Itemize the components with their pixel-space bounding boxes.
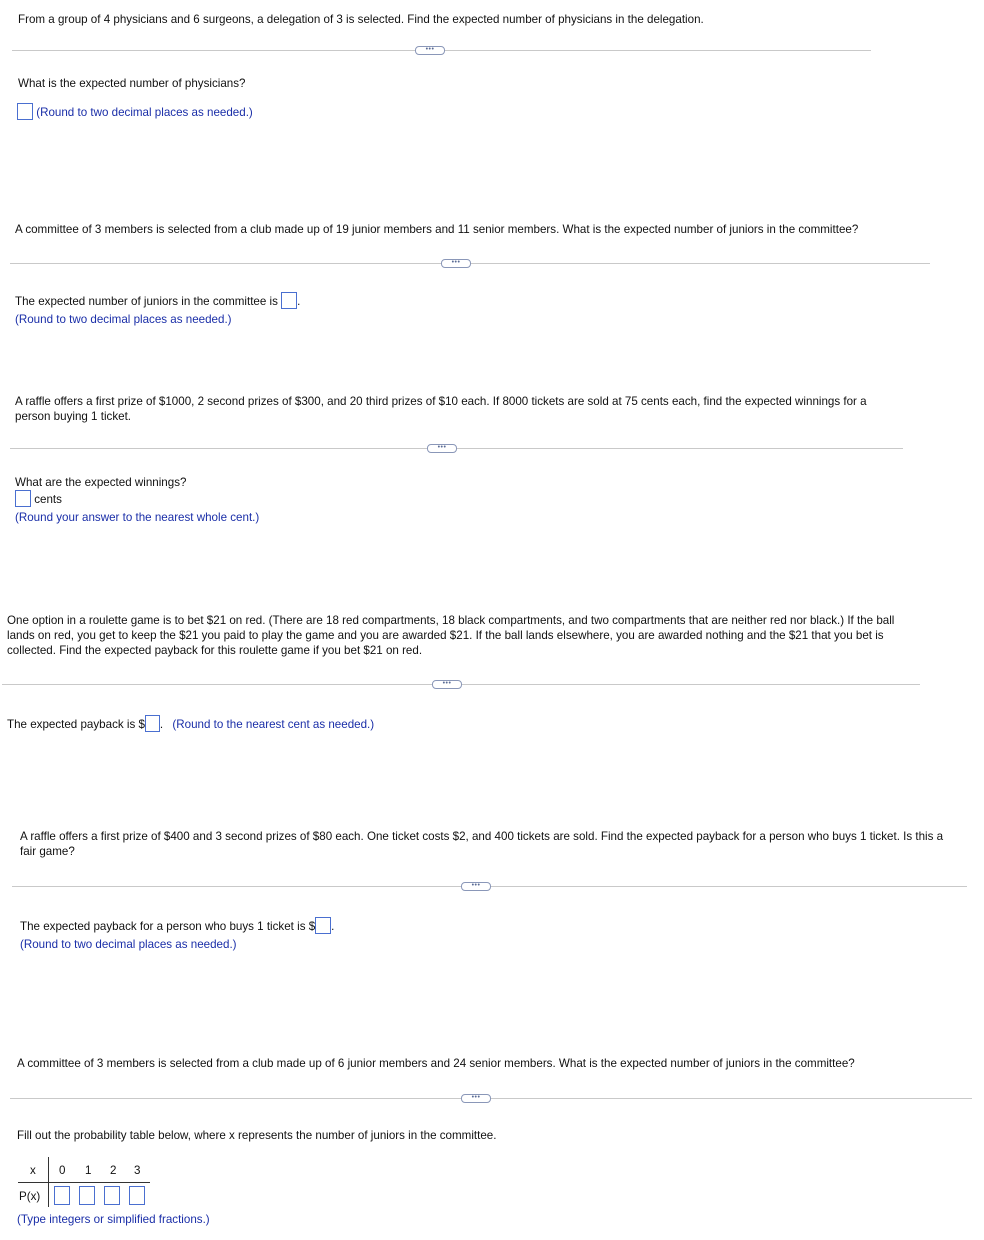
q2-answer-tail: . xyxy=(297,295,301,308)
q4-answer-tail: . xyxy=(159,718,164,731)
table-x-value: 3 xyxy=(134,1164,141,1177)
q1-more-button[interactable]: ••• xyxy=(415,46,445,55)
q3-answer-input[interactable] xyxy=(15,490,31,507)
q6-prompt: A committee of 3 members is selected from a club made up of 6 junior members and 24 senior members. What is the expected number of juniors in the committee? xyxy=(17,1057,855,1070)
q5-answer-tail: . xyxy=(331,920,335,933)
table-x-value: 1 xyxy=(85,1164,92,1177)
table-x-header: x xyxy=(30,1164,36,1177)
q6-divider xyxy=(10,1098,972,1099)
q5-more-button[interactable]: ••• xyxy=(461,882,491,891)
px-input-1[interactable] xyxy=(79,1186,95,1205)
px-input-2[interactable] xyxy=(104,1186,120,1205)
q6-more-button[interactable]: ••• xyxy=(461,1094,491,1103)
q3-unit: cents xyxy=(34,493,62,506)
px-input-3[interactable] xyxy=(129,1186,145,1205)
q1-prompt: From a group of 4 physicians and 6 surgeons, a delegation of 3 is selected. Find the expected number of physicians in the delegation. xyxy=(18,13,704,26)
table-horizontal-rule xyxy=(18,1182,150,1183)
q1-answer-input[interactable] xyxy=(17,103,33,120)
px-input-0[interactable] xyxy=(54,1186,70,1205)
q4-answer-lead: The expected payback is $ xyxy=(7,718,145,731)
q4-prompt: One option in a roulette game is to bet $21 on red. (There are 18 red compartments, 18 black compartments, and two compartments that are neither red nor black.) If the ball lands on red, you get to keep the $21 you paid to play the game and you are awarded $21. If the ball lands elsewhere, you are awarded nothing and the $21 that you bet is collected. Find the expected payback for this roulette game if you bet $21 on red. xyxy=(7,614,895,657)
q6-instruction: Fill out the probability table below, where x represents the number of juniors in the committee. xyxy=(17,1129,497,1142)
q3-question: What are the expected winnings? xyxy=(15,476,187,489)
q2-answer-input[interactable] xyxy=(281,292,297,309)
q3-answer-row xyxy=(15,490,62,507)
table-x-value: 2 xyxy=(110,1164,117,1177)
q5-hint: (Round to two decimal places as needed.) xyxy=(20,938,237,951)
q4-answer-row xyxy=(7,715,374,732)
q6-hint: (Type integers or simplified fractions.) xyxy=(17,1213,210,1226)
q5-prompt: A raffle offers a first prize of $400 and 3 second prizes of $80 each. One ticket costs $2, and 400 tickets are sold. Find the expected payback for a person who buys 1 ticket. Is this a fair game? xyxy=(20,830,944,858)
q2-answer-lead: The expected number of juniors in the committee is xyxy=(15,295,278,308)
q1-hint: (Round to two decimal places as needed.) xyxy=(36,106,253,119)
q2-more-button[interactable]: ••• xyxy=(441,259,471,268)
q2-prompt: A committee of 3 members is selected from a club made up of 19 junior members and 11 senior members. What is the expected number of juniors in the committee? xyxy=(15,223,859,236)
table-x-value: 0 xyxy=(59,1164,66,1177)
q2-answer-row xyxy=(15,292,300,309)
q3-more-button[interactable]: ••• xyxy=(427,444,457,453)
q3-prompt: A raffle offers a first prize of $1000, 2 second prizes of $300, and 20 third prizes of $10 each. If 8000 tickets are sold at 75 cents each, find the expected winnings for a person buying 1 ticket. xyxy=(15,395,867,423)
table-px-header: P(x) xyxy=(19,1190,41,1203)
q4-more-button[interactable]: ••• xyxy=(432,680,462,689)
q4-hint: (Round to the nearest cent as needed.) xyxy=(172,718,375,731)
q5-answer-lead: The expected payback for a person who buys 1 ticket is $ xyxy=(20,920,316,933)
q3-hint: (Round your answer to the nearest whole cent.) xyxy=(15,511,260,524)
q2-hint: (Round to two decimal places as needed.) xyxy=(15,313,232,326)
q5-answer-input[interactable] xyxy=(315,917,331,934)
q5-answer-row xyxy=(20,917,334,934)
q4-answer-input[interactable] xyxy=(145,715,160,732)
q1-answer-row xyxy=(17,103,253,120)
q1-question: What is the expected number of physicians? xyxy=(18,77,246,90)
